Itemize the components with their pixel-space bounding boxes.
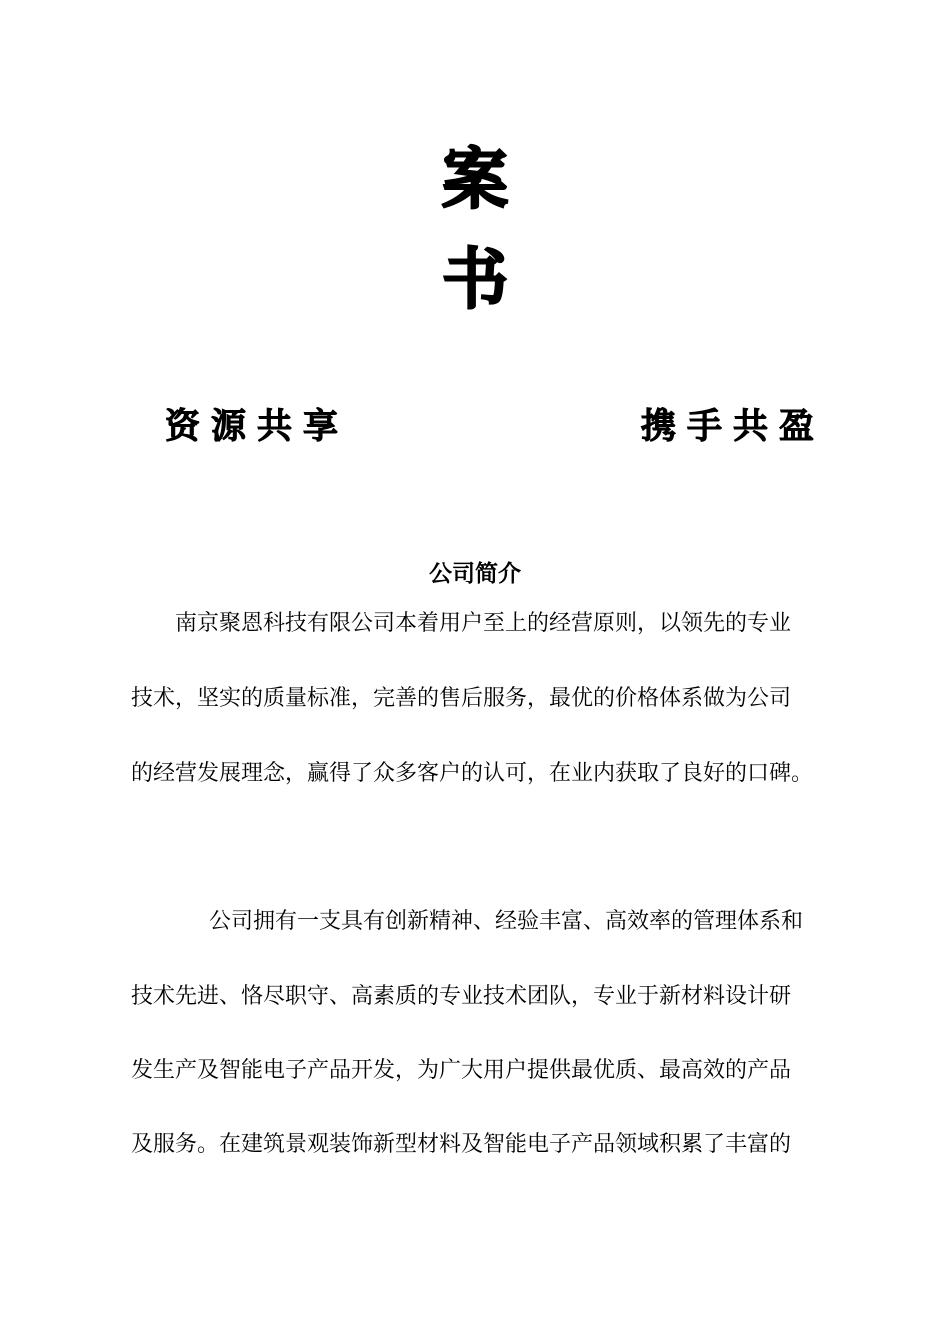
slogan-left: 资源共享: [165, 407, 350, 447]
slogan-right: 携手共盈: [641, 407, 826, 447]
paragraph-line: 技术，坚实的质量标准，完善的售后服务，最优的价格体系做为公司: [131, 686, 792, 711]
paragraph-line: 南京聚恩科技有限公司本着用户至上的经营原则，以领先的专业: [175, 611, 792, 636]
paragraph-line: 发生产及智能电子产品开发，为广大用户提供最优质、最高效的产品: [131, 1058, 792, 1083]
paragraph-line: 的经营发展理念，赢得了众多客户的认可，在业内获取了良好的口碑。: [131, 761, 814, 786]
paragraph-line: 及服务。在建筑景观装饰新型材料及智能电子产品领域积累了丰富的: [131, 1132, 792, 1157]
section-heading: 公司简介: [429, 561, 521, 587]
paragraph-line: 技术先进、恪尽职守、高素质的专业技术团队，专业于新材料设计研: [131, 984, 792, 1009]
paragraph-line: 公司拥有一支具有创新精神、经验丰富、高效率的管理体系和: [209, 909, 804, 934]
title-char-1: 案: [442, 141, 508, 218]
title-char-2: 书: [442, 241, 508, 318]
